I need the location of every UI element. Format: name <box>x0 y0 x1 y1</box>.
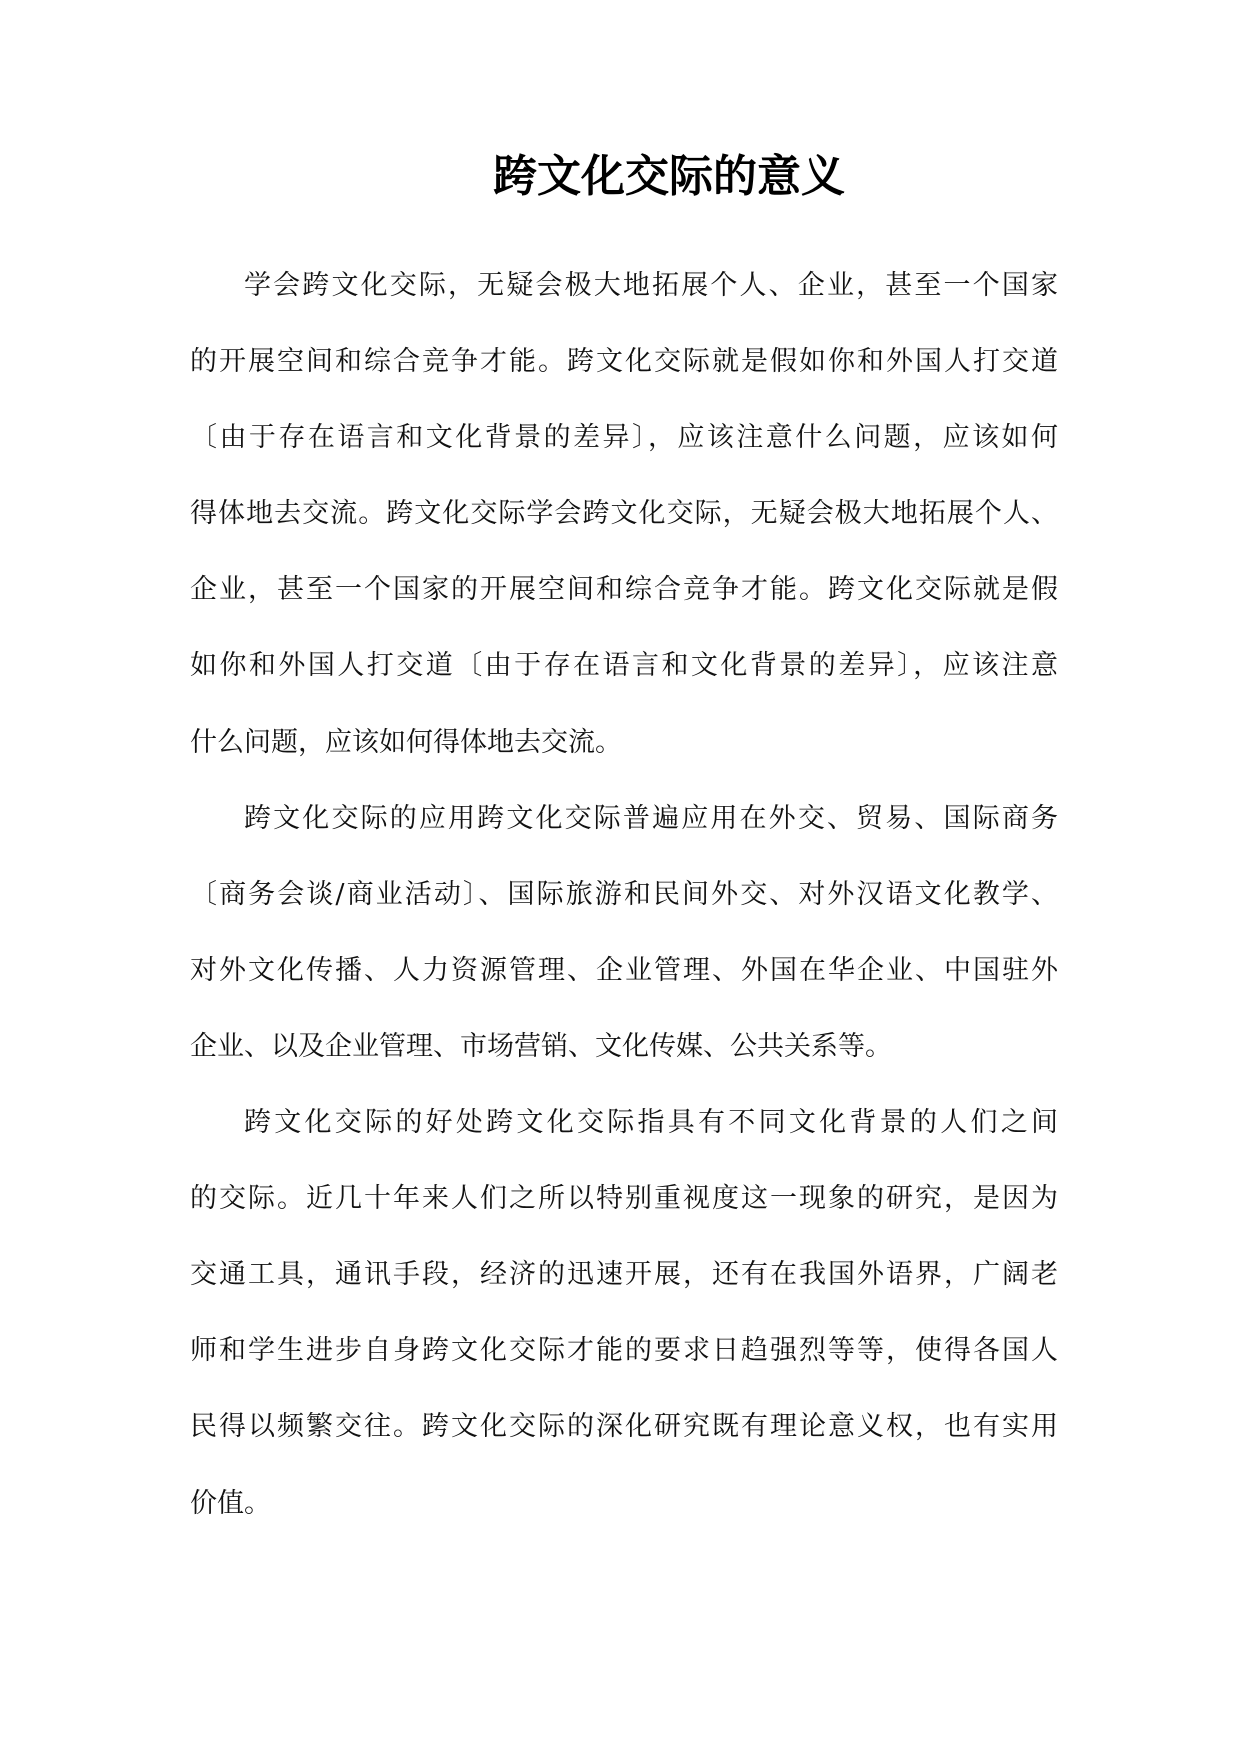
document-body <box>190 248 1058 1542</box>
text-line: 〔商务会谈/商业活动〕、国际旅游和民间外交、对外汉语文化教学、 <box>190 878 1058 910</box>
document-title: 跨文化交际的意义 <box>493 151 845 202</box>
text-line: 对外文化传播、人力资源管理、企业管理、外国在华企业、中国驻外 <box>190 954 1058 986</box>
text-line: 的交际。近几十年来人们之所以特别重视度这一现象的研究，是因为 <box>190 1183 1058 1215</box>
text-line: 企业，甚至一个国家的开展空间和综合竞争才能。跨文化交际就是假 <box>190 574 1058 606</box>
text-line: 得体地去交流。跨文化交际学会跨文化交际，无疑会极大地拓展个人、 <box>190 498 1058 530</box>
text-line: 如你和外国人打交道〔由于存在语言和文化背景的差异〕，应该注意 <box>190 650 1058 682</box>
text-line: 〔由于存在语言和文化背景的差异〕，应该注意什么问题，应该如何 <box>190 422 1058 454</box>
text-line: 什么问题，应该如何得体地去交流。 <box>190 726 622 758</box>
text-line: 民得以频繁交往。跨文化交际的深化研究既有理论意义权，也有实用 <box>190 1411 1058 1443</box>
text-line: 学会跨文化交际，无疑会极大地拓展个人、企业，甚至一个国家 <box>244 270 1058 301</box>
text-line: 企业、以及企业管理、市场营销、文化传媒、公共关系等。 <box>190 1030 892 1062</box>
text-line: 价值。 <box>190 1487 271 1519</box>
text-line: 跨文化交际的应用跨文化交际普遍应用在外交、贸易、国际商务 <box>244 802 1058 834</box>
paragraph-application <box>190 781 1058 1085</box>
paragraph-benefits <box>190 1085 1058 1542</box>
text-line: 师和学生进步自身跨文化交际才能的要求日趋强烈等等，使得各国人 <box>190 1335 1058 1367</box>
text-line: 的开展空间和综合竞争才能。跨文化交际就是假如你和外国人打交道 <box>190 346 1058 378</box>
text-line: 跨文化交际的好处跨文化交际指具有不同文化背景的人们之间 <box>244 1107 1058 1139</box>
text-line: 交通工具，通讯手段，经济的迅速开展，还有在我国外语界，广阔老 <box>190 1259 1058 1291</box>
paragraph-meaning <box>190 248 1058 781</box>
